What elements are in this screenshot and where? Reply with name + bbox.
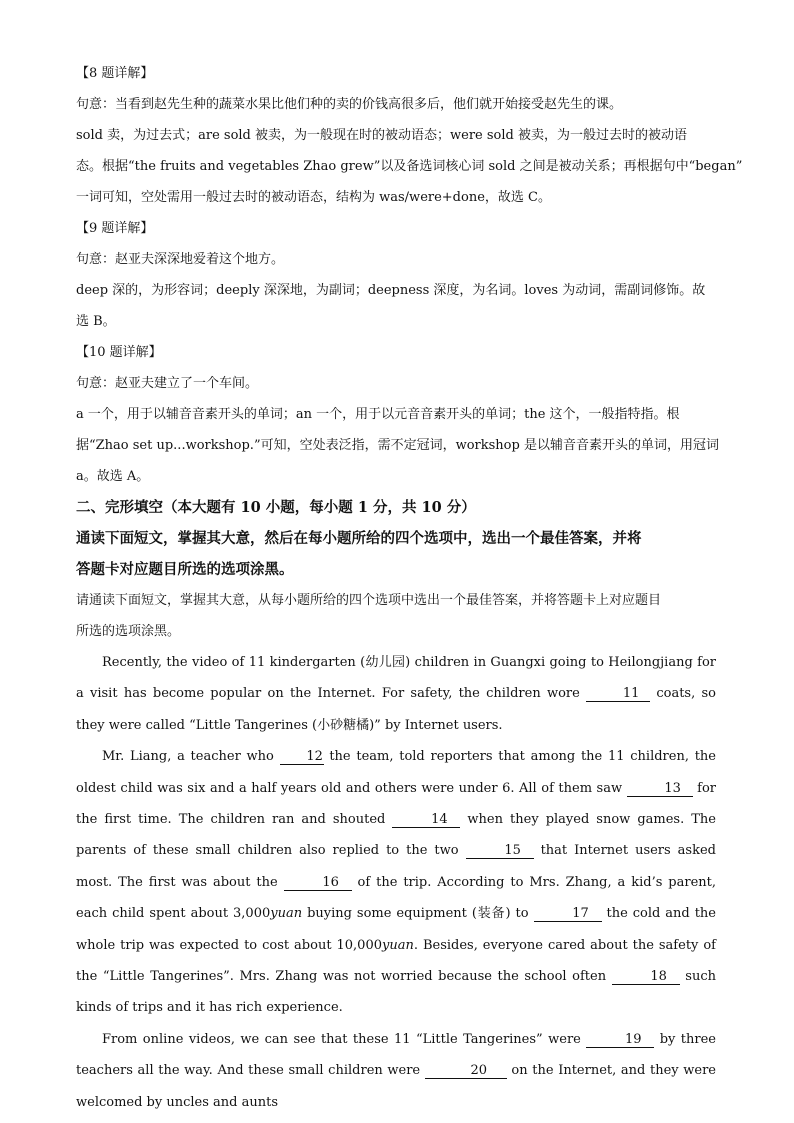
q10-explain-line1: a 一个，用于以辅音音素开头的单词；an 一个，用于以元音音素开头的单词；the 这个，一般指特指。根	[76, 407, 680, 422]
q10-heading: 【10 题详解】	[76, 345, 162, 360]
blank-11: 11	[586, 686, 650, 702]
section-instruction-bold-line2: 答题卡对应题目所选的选项涂黑。	[76, 561, 294, 578]
passage-text: Recently, the video of 11 kindergarten (幼儿园) children in Guangxi going to Heilongjiang for a visit has become popular on the Internet. For safety, the children wore	[76, 655, 716, 702]
passage-text: of the trip. According to Mrs. Zhang, a kid’s parent, each child spent about 3,000	[76, 874, 717, 922]
blank-18: 18	[612, 969, 680, 985]
q10-meaning: 句意：赵亚夫建立了一个车间。	[76, 376, 259, 391]
blank-12: 12	[280, 749, 324, 765]
passage-text: on the Internet, and they were welcomed by uncles and aunts	[76, 1063, 716, 1110]
passage-paragraph-2	[76, 741, 716, 1024]
q9-explain-line2: 选 B。	[76, 314, 116, 329]
passage-text: From online videos, we can see that these 11 “Little Tangerines” were	[102, 1031, 587, 1047]
blank-19: 19	[586, 1032, 654, 1048]
section-instruction-bold-line1: 通读下面短文，掌握其大意，然后在每小题所给的四个选项中，选出一个最佳答案，并将	[76, 530, 642, 547]
section-instruction-line2: 所选的选项涂黑。	[76, 624, 181, 639]
q9-meaning: 句意：赵亚夫深深地爱着这个地方。	[76, 252, 285, 267]
q10-explain-line2: 据“Zhao set up...workshop.”可知，空处表泛指，需不定冠词，workshop 是以辅音音素开头的单词，用冠词	[76, 438, 719, 453]
q9-explain-line1: deep 深的，为形容词；deeply 深深地，为副词；deepness 深度，为名词。loves 为动词，需副词修饰。故	[76, 283, 706, 298]
document-page	[76, 58, 743, 1118]
q9-heading: 【9 题详解】	[76, 221, 154, 236]
blank-20: 20	[425, 1063, 507, 1079]
q10-explain-line3: a。故选 A。	[76, 469, 150, 484]
passage-text: for the first time. The children ran and shouted	[76, 780, 716, 828]
q8-explain-line1: sold 卖，为过去式；are sold 被卖，为一般现在时的被动语态；were sold 被卖，为一般过去时的被动语	[76, 128, 687, 143]
section-instruction-line1: 请通读下面短文，掌握其大意，从每小题所给的四个选项中选出一个最佳答案，并将答题卡上对应题目	[76, 593, 662, 608]
q8-meaning: 句意：当看到赵先生种的蔬菜水果比他们种的卖的价钱高很多后，他们就开始接受赵先生的课。	[76, 97, 623, 112]
q8-explain-line2: 态。根据“the fruits and vegetables Zhao grew”以及备选词核心词 sold 之间是被动关系；再根据句中“began”	[76, 159, 743, 174]
passage-text: Mr. Liang, a teacher who	[102, 749, 280, 765]
blank-16: 16	[284, 875, 352, 891]
passage-text: coats, so they were called “Little Tangerines (小砂糖橘)” by Internet users.	[76, 686, 716, 733]
passage-text: the team, told reporters that among the 11 children, the oldest child was six and a half years old and others were under 6. All of them saw	[76, 749, 716, 796]
passage-text: such kinds of trips and it has rich experience.	[76, 969, 716, 1016]
passage-text: that Internet users asked most. The first was about the	[76, 843, 716, 890]
passage-text: by three teachers all the way. And these small children were	[76, 1031, 716, 1079]
yuan-italic: yuan	[382, 937, 414, 953]
q8-explain-line3: 一词可知，空处需用一般过去时的被动语态，结构为 was/were+done，故选 C。	[76, 190, 551, 205]
passage-paragraph-3	[76, 1024, 716, 1118]
passage-text: buying some equipment (装备) to	[302, 906, 534, 922]
blank-14: 14	[392, 812, 460, 828]
blank-15: 15	[466, 843, 534, 859]
blank-17: 17	[534, 906, 602, 922]
section-title: 二、完形填空（本大题有 10 小题，每小题 1 分，共 10 分）	[76, 499, 476, 516]
passage-text: the cold and the whole trip was expected to cost about 10,000	[76, 906, 716, 953]
blank-13: 13	[627, 781, 693, 797]
passage-paragraph-1	[76, 647, 716, 741]
yuan-italic: yuan	[270, 906, 303, 922]
passage-text: when they played snow games. The parents of these small children also replied to the two	[76, 812, 716, 859]
passage-text: . Besides, everyone cared about the safety of the “Little Tangerines”. Mrs. Zhang was not worried because the school often	[76, 937, 716, 985]
q8-heading: 【8 题详解】	[76, 66, 154, 81]
